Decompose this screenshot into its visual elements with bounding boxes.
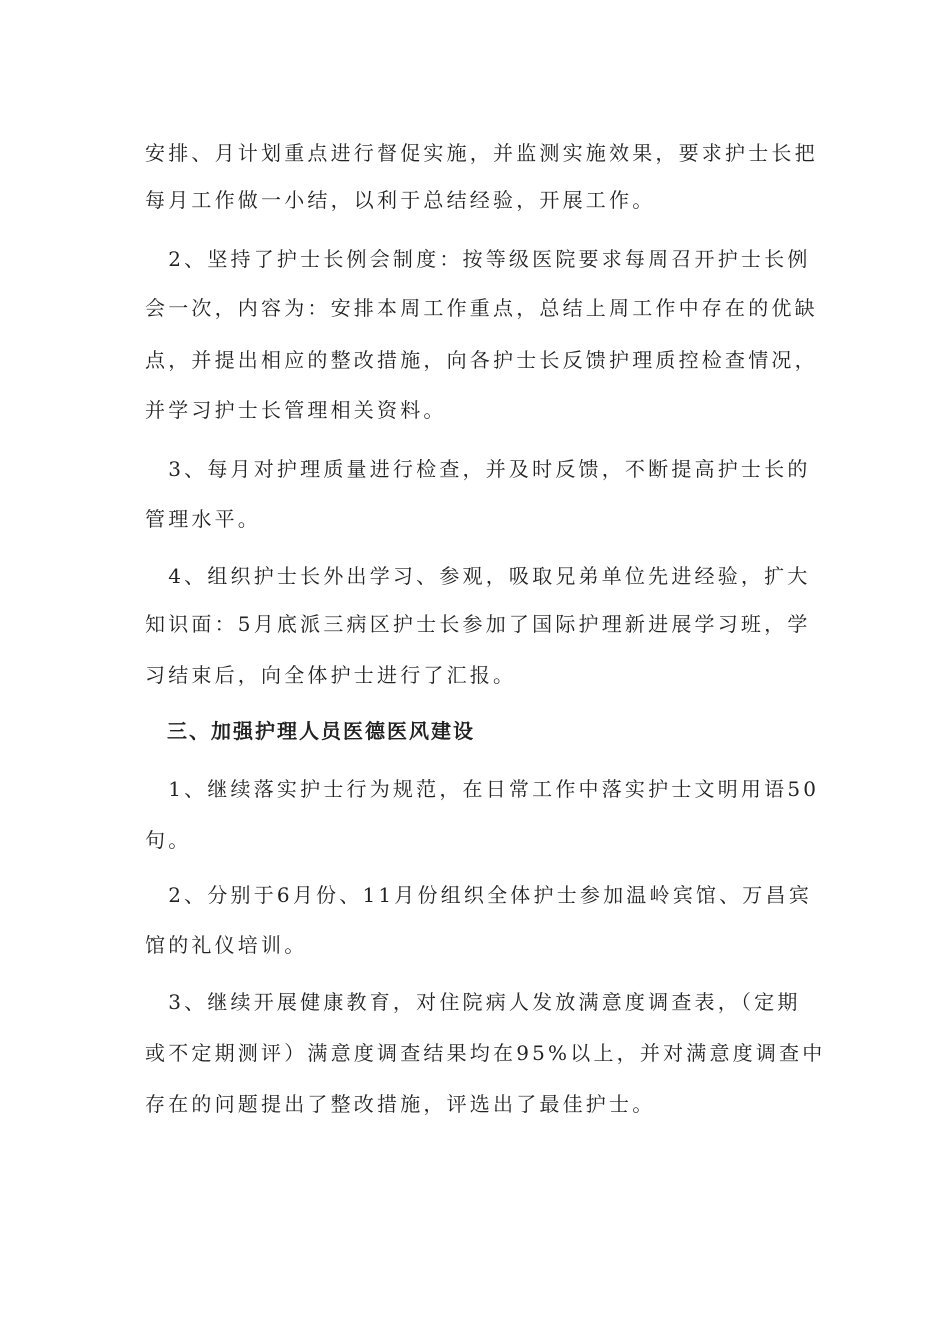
text-line: 或不定期测评）满意度调查结果均在95%以上，并对满意度调查中 <box>145 1041 826 1065</box>
text-line: 点，并提出相应的整改措施，向各护士长反馈护理质控检查情况， <box>145 348 818 372</box>
text-line: 每月工作做一小结，以利于总结经验，开展工作。 <box>145 188 656 212</box>
text-line: 习结束后，向全体护士进行了汇报。 <box>145 663 517 687</box>
text-line: 存在的问题提出了整改措施，评选出了最佳护士。 <box>145 1092 656 1116</box>
text-line: 1、继续落实护士行为规范，在日常工作中落实护士文明用语50 <box>145 777 820 801</box>
section-heading: 三、加强护理人员医德医风建设 <box>145 719 475 743</box>
text-line: 4、组织护士长外出学习、参观，吸取兄弟单位先进经验，扩大 <box>145 564 811 588</box>
text-line: 安排、月计划重点进行督促实施，并监测实施效果，要求护士长把 <box>145 141 818 165</box>
text-line: 2、分别于6月份、11月份组织全体护士参加温岭宾馆、万昌宾 <box>145 883 812 907</box>
text-line: 并学习护士长管理相关资料。 <box>145 398 447 422</box>
text-line: 句。 <box>145 828 192 852</box>
text-line: 会一次，内容为：安排本周工作重点，总结上周工作中存在的优缺 <box>145 296 818 320</box>
text-line: 管理水平。 <box>145 507 261 531</box>
text-line: 知识面：5月底派三病区护士长参加了国际护理新进展学习班，学 <box>145 612 811 636</box>
text-line: 3、继续开展健康教育，对住院病人发放满意度调查表，（定期 <box>145 990 801 1014</box>
text-line: 馆的礼仪培训。 <box>145 933 308 957</box>
text-line: 2、坚持了护士长例会制度：按等级医院要求每周召开护士长例 <box>145 247 811 271</box>
text-line: 3、每月对护理质量进行检查，并及时反馈，不断提高护士长的 <box>145 457 811 481</box>
